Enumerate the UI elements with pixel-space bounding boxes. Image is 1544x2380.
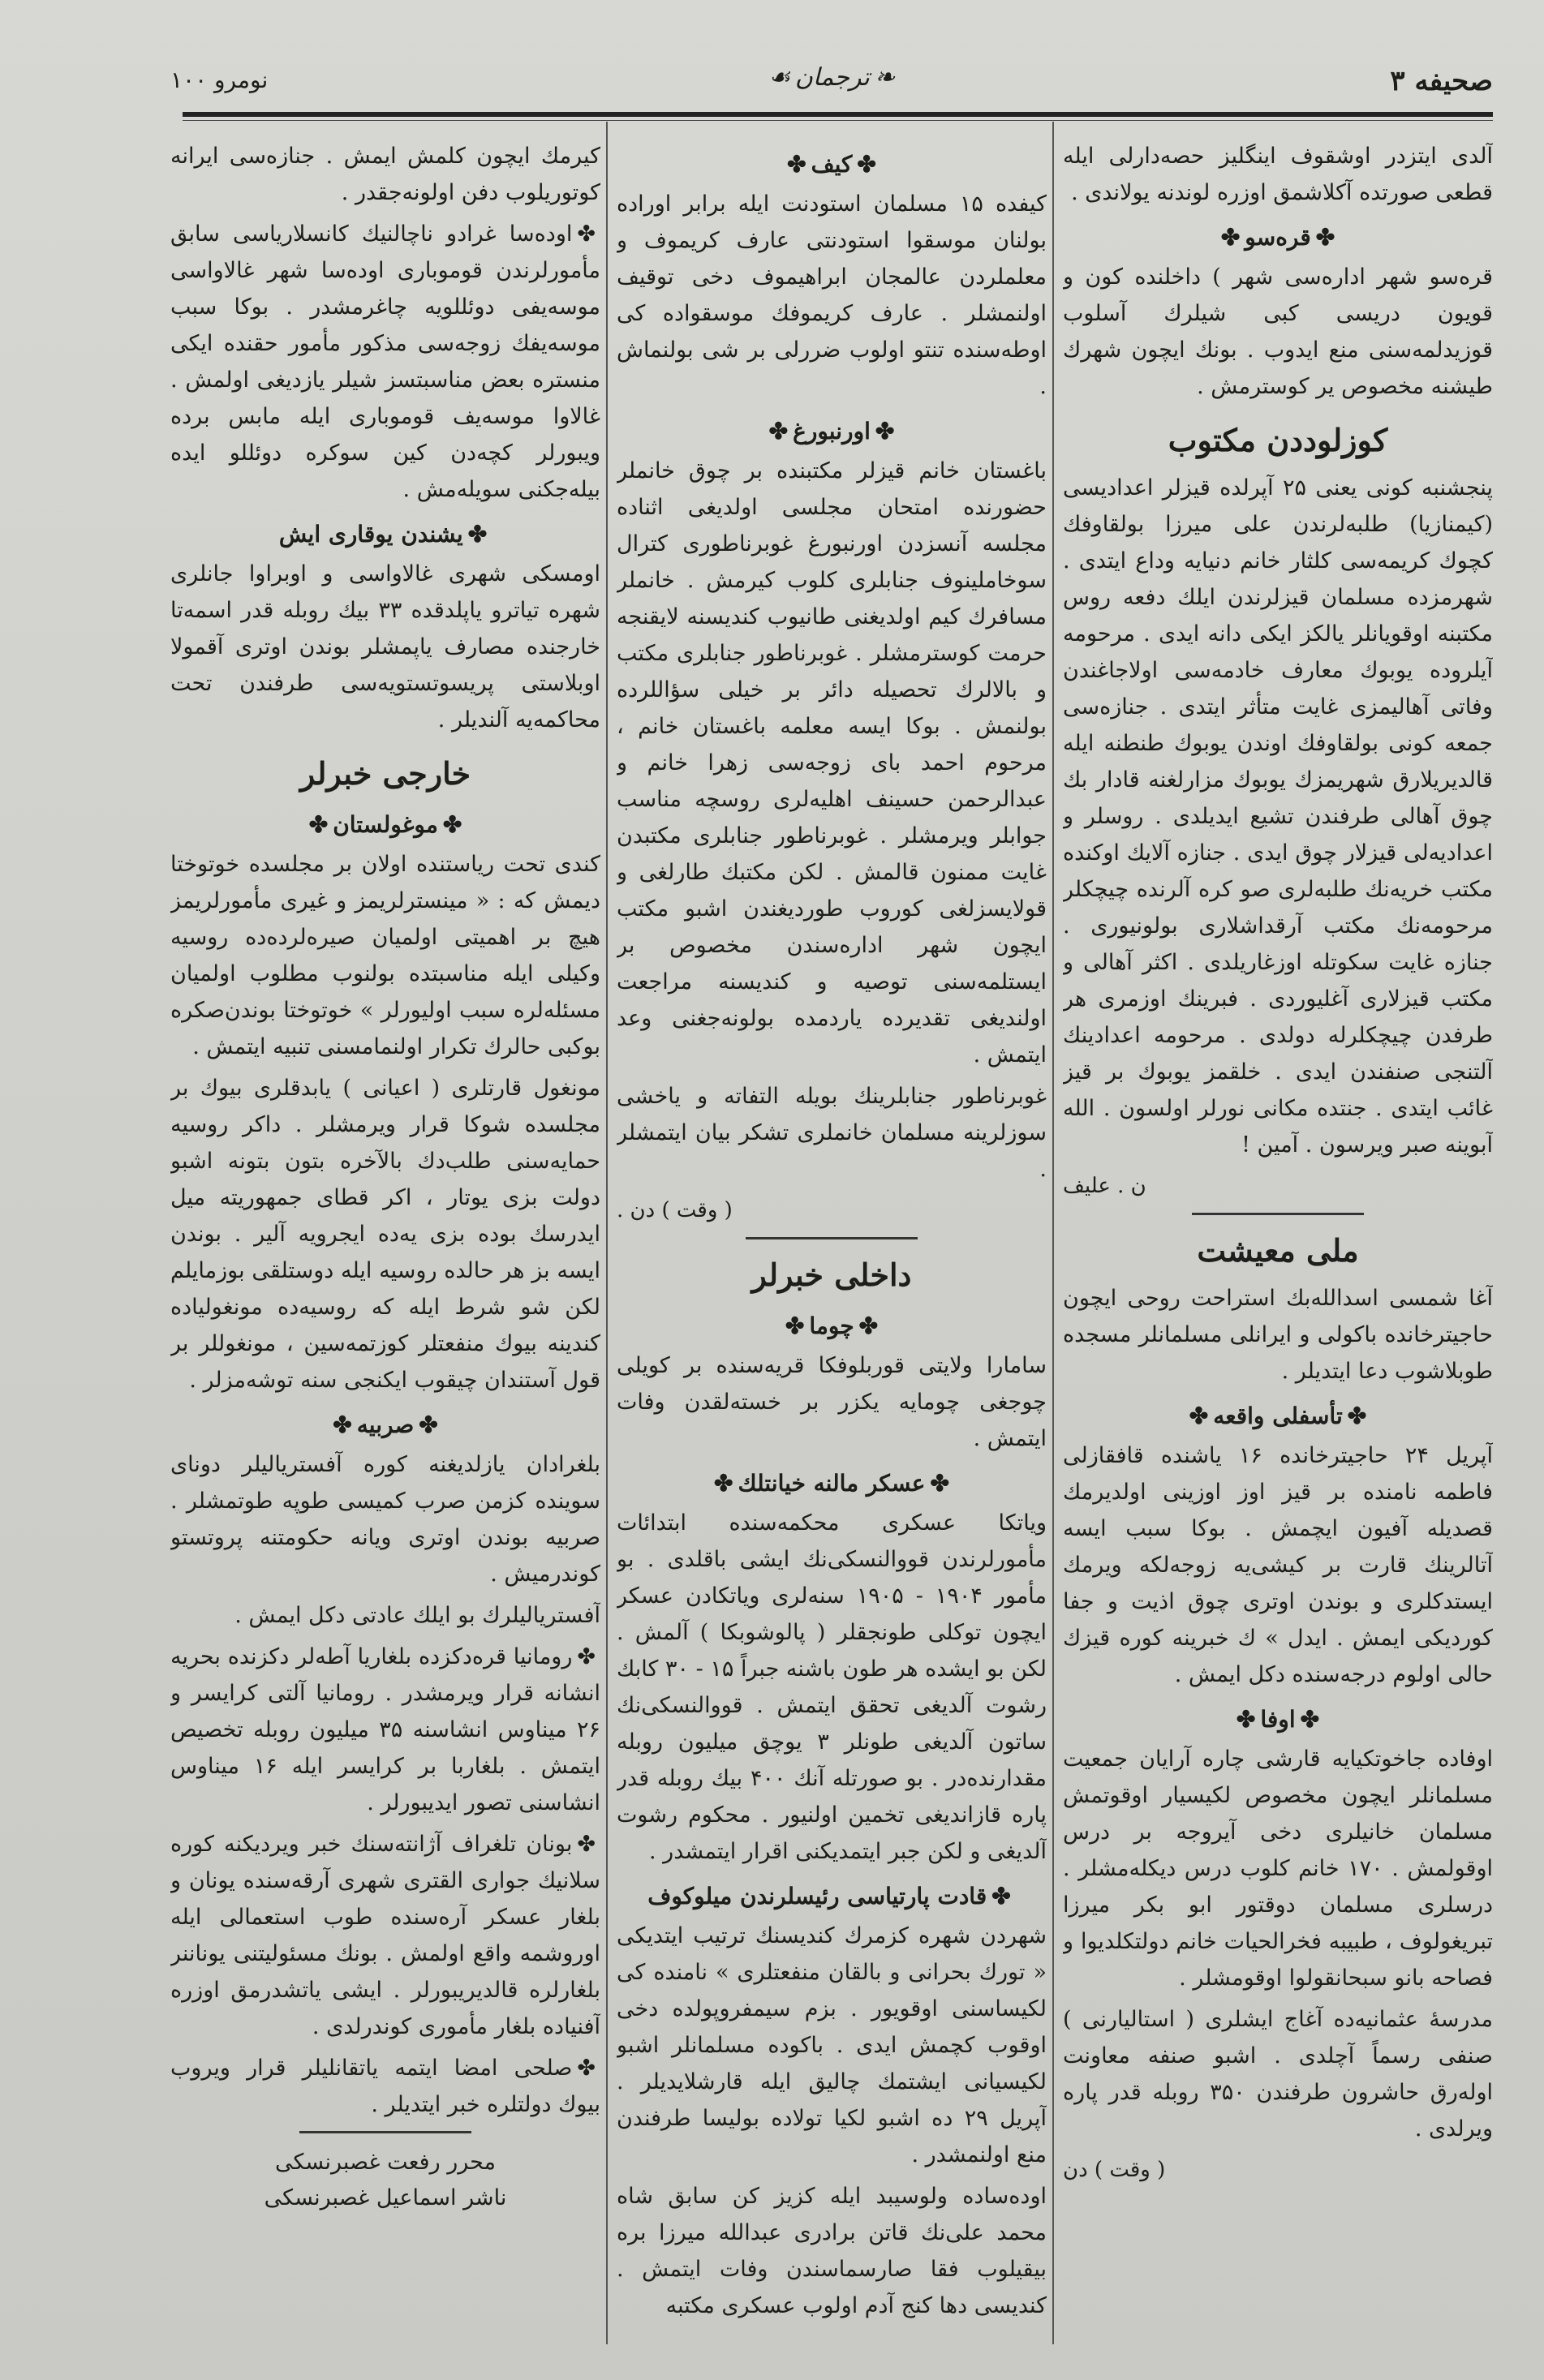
ornament-icon: ✤ [1347, 1403, 1367, 1429]
article-text [170, 1639, 600, 1821]
section-heading: داخلی خبرلر [751, 1257, 912, 1293]
ornament-icon: ✤ [875, 418, 895, 445]
subheading-text: یشندن یوقاری ایش [278, 521, 463, 548]
subheading-text: کیف [811, 151, 853, 178]
ornament-icon: ✤ [577, 221, 596, 247]
article-text: آپریل ۲۴ حاجیترخانده ۱۶ یاشنده قافقازلی فاطمه نامنده بر قیز اوز اوزینی اولدیرمك قصدیله آفیون ایچمش . بوکا سبب ایسه آتالرینك قارت بر کیشی‌یه زوجه‌لکه ویرمك ایستدکلری و بوندن اوتری چوق اذیت و جفا کوردیکی ایمش . ایدل » ك خبرینه کوره قیزك حالی اولوم درجه‌سنده دکل ایمش . [1063, 1443, 1493, 1687]
imprint [170, 2145, 600, 2216]
article-text: مدرسهٔ عثمانیه‌ده آغاج ایشلری ( استالیارنی ) صنفی رسماً آچلدی . اشبو صنفه معاونت اولەرق حاشرون طرفندن ۳۵۰ روبله قدر پاره ویرلدی . [1063, 2007, 1493, 2142]
article-text [170, 1826, 600, 2045]
article-text-body: رومانیا قرەدکزده بلغاریا آطه‌لر دکزنده بحریه انشانه قرار ویرمشدر . رومانیا آلتی کرایسر و ۲۶ میناوس انشاسنه ۳۵ میلیون روبله تخصیص ایتمش . بلغاربا بر کرایسر ایله ۱۶ میناوس انشاسنی تصور ایدیبورلر . [170, 1644, 600, 1815]
article-text: پنجشنبه کونی یعنی ۲۵ آپرلده قیزلر اعدادیسی (کیمنازیا) طلبه‌لرندن علی میرزا بولقاوفك کچوك کریمه‌سی کلثار خانم دنیایه وداع ایتدی . شهرمزده مسلمان قیزلرندن ایلك دفعه روس مکتبنه اوقویانلر یالکز ایکی دانه ایدی . مرحومه آیلرودە یوبوك معارف خادمه‌سی اولاجاغندن وفاتی آهالیمزی غایت متأثر ایتدی . جنازەسی جمعه کونی بولقاوفك اوندن یوبوك طنطنه ایله قالدیریلارق شهریمزك یوبوك مزارلغنه قادار بك چوق آهالی طرفندن تشیع ایدیلدی . روسلر و اعدادیه‌لی قیزلار چوق ایدی . جنازه آلایك اوکنده مکتب خریه‌نك طلبه‌لری صو کره آلرنده چیچکلر مرحومه‌نك مکتب آرقداشلاری بولونیوری . جنازه غایت سکوتله اوزغاریلدی . اکثر آهالی و مکتب قیزلاری آغلیوردی . فبرینك اوزمری هر طرفدن چیچکلرله دولدی . مرحومه اعدادینك آلتنجی صنفندن ایدی . خلقمز یوبوك بر قیز غائب ایتدی . جنتده مکانی نورلر اولسون . الله آبوینه صبر ویرسون . آمین ! [1063, 475, 1493, 1158]
article-heading: ملی معیشت [1197, 1232, 1359, 1269]
article-text-body: اوده‌سا غرادو ناچالنیك کانسلاریاسی سابق مأمورلرندن قوموباری اوده‌سا شهر غالاواسی موسه‌یفی دوئللویه چاغرمشدر . بوکا سبب موسه‌یفك زوجه‌سی مذکور مأمور حقنده ایکی منستره بعض مناسبتسز شیلر یازدیغی اولمش . غالاوا موسه‌یف قوموباری ایله مابس برده ویبورلر کچه‌دن کین سوکره دوئللو ایده بیله‌جکنی سویله‌مش . [170, 221, 600, 502]
subheading-text: عسکر مالنه خیانتلك [738, 1470, 926, 1497]
section-subheading [617, 1465, 1047, 1501]
article-text: مونغول قارتلری ( اعیانی ) یابدقلری بیوك بر مجلسده شوکا قرار ویرمشلر . داکر روسیه حمایه‌سنی طلب‌دك بالآخره بتون بتونه اشبو دولت بزی یوتار ، اکر قطای جمهوریته میل ایدرسك بوده بزی یه‌ده ایجرویه آلیر . بوندن ایسه بز هر حالده روسیه ایله دوستلقی بوزمایلم لکن شو شرط ایله که روسیه‌ده مونغولیاده کندینه بیوك منفعتلر کوزتمه‌سین ، مونغوللر بر قول آستندان چیقوب ایکنجی سنه توشه‌مزلر . [170, 1076, 600, 1393]
subheading-text: اورنبورغ [793, 418, 871, 445]
column-divider [606, 122, 608, 2344]
ornament-icon: ✤ [930, 1470, 949, 1497]
header-rule-thin [183, 120, 1493, 121]
page-number: صحیفه ۳ [1390, 65, 1493, 97]
ornament-icon: ✤ [577, 2056, 596, 2081]
ornament-icon: ✤ [1315, 224, 1335, 251]
subheading-text: قرەسو [1245, 224, 1311, 251]
ornament-icon: ✤ [577, 1832, 596, 1857]
masthead-title-text: ترجمان [794, 63, 870, 92]
subheading-text: موغولستان [333, 811, 438, 838]
masthead-title [170, 63, 1493, 92]
article-text-body: بونان تلغراف آژانته‌سنك خبر ویردیکنه کوره سلانیك جواری القتری شهری آرقه‌سنده یونان و بلغار عسکر آره‌سنده طوب استعمالی ایله اوروشمه واقع اولمش . بونك مسئولیتنی یوناننر بلغارلره قالدیریبورلر . ایشی یاتشدرمق اوزره آفنیاده بلغار مأموری کوندرلدی . [170, 1832, 600, 2039]
article-text: قرەسو شهر ادارەسی شهر ) داخلنده کون و قویون دریسی کبی شیلرك آسلوب قوزیدلمه‌سنی منع ایدوب . بونك ایچون شهرك طیشنه مخصوص یر کوسترمش . [1063, 264, 1493, 399]
article-text: کیرمك ایچون کلمش ایمش . جنازه‌سی ایرانه کوتوریلوب دفن اولونه‌جقدر . [170, 144, 600, 205]
article-text [170, 216, 600, 508]
article-text: کیفده ۱۵ مسلمان استودنت ایله برابر اورادە بولنان موسقوا استودنتی عارف کریموف و معلملردن عالمجان ابراهیموف دخی توقیف اولنمشلر . عارف کریموفك موسقوادە کی اوطه‌سنده تنتو اولوب ضررلی بر شی بولنماش . [617, 191, 1047, 399]
ornament-icon: ✤ [1300, 1706, 1320, 1733]
header-rule [183, 112, 1493, 117]
subheading-text: تأسفلی واقعه [1213, 1403, 1343, 1429]
article-text [170, 2050, 600, 2123]
article-text-body: صلحی امضا ایتمه یاتقانلیلر قرار ویروب بیوك دولتلره خبر ایتدیلر . [170, 2056, 600, 2117]
article-text: آغا شمسی اسدالله‌بك استراحت روحی ایچون حاجیترخانده باکولی و ایرانلی مسلمانلر مسجده طوبلاشوب دعا ایتدیلر . [1063, 1286, 1493, 1384]
article-text: آفستریالیلرك بو ایلك عادتی دکل ایمش . [234, 1603, 600, 1628]
section-subheading [1063, 219, 1493, 256]
ornament-icon: ☙ [768, 63, 790, 92]
ornament-icon: ✤ [857, 151, 876, 178]
signature: ن . علیف [1063, 1174, 1146, 1198]
section-subheading [617, 1308, 1047, 1344]
section-subheading [170, 806, 600, 843]
ornament-icon: ✤ [333, 1411, 352, 1438]
subheading-text: صربیه [356, 1411, 415, 1438]
subheading-text: چوما [809, 1312, 854, 1339]
ornament-icon: ✤ [419, 1411, 438, 1438]
article-text: کندی تحت ریاستنده اولان بر مجلسده خوتوختا دیمش که : « مینسترلریمز و غیری مأمورلریمز هیچ بر اهمیتی اولمیان صیرەلرده‌ده روسیه وکیلی ایله مناسبتده بولنوب مطلوب اولمیان مسئله‌لره سبب اولیورلر » خوتوختا بوندن‌صکره بوکبی حالرك تکرار اولنمامسنی تنبیه ایتمش . [170, 852, 600, 1059]
column-divider [1052, 122, 1054, 2344]
separator [299, 2131, 471, 2133]
ornament-icon: ❧ [874, 63, 895, 92]
article-text: سامارا ولایتی قوربلوفکا قریه‌سنده بر کویلی چوجغی چومایه یکزر بر خسته‌لقدن وفات ایتمش . [617, 1353, 1047, 1451]
column-middle [617, 138, 1047, 2344]
article-text: اوده‌ساده ولوسیبد ایله کزیز کن سابق شاه محمد علی‌نك قاتن برادری عبدالله میرزا بره بیقیلوب فقا صارسماسندن وفات ایتمش . کندیسی دها کنج آدم اولوب عسکری مکتبه [617, 2184, 1047, 2318]
subheading-text: قادت پارتیاسی رئیسلرندن میلوکوف [647, 1883, 987, 1910]
ornament-icon: ✤ [1220, 224, 1241, 251]
separator [1192, 1213, 1364, 1215]
ornament-icon: ✤ [577, 1644, 596, 1669]
section-subheading [617, 413, 1047, 449]
article-text: اومسکی شهری غالاواسی و اوبراوا جانلری شهره تیاترو یاپلدقده ۳۳ بیك روبله قدر اسمه‌تا خارجنده مصارف یاپمشلر بوندن اوتری آقمولا اوبلاستی پریسوتستویه‌سی طرفندن تحت محاکمه‌یه آلندیلر . [170, 561, 600, 732]
column-left [170, 138, 600, 2344]
section-subheading [1063, 1398, 1493, 1434]
issue-number: نومرو ۱۰۰ [170, 67, 269, 93]
source-credit: ( وقت ) دن . [617, 1198, 733, 1222]
article-text: بلغرادان یازلدیغنه کوره آفستریالیلر دونای سوینده کزمن صرب کمیسی طوپه طوتمشلر . صربیه بوندن اوتری ویانه حکومتنه پروتستو کوندرمیش . [170, 1452, 600, 1587]
source-credit: ( وقت ) دن [1063, 2158, 1166, 2182]
subheading-text: اوفا [1260, 1706, 1296, 1733]
ornament-icon: ✤ [1189, 1403, 1209, 1429]
article-text: اوفاده جاخوتکیایه قارشی چاره آرایان جمعیت مسلمانلر ایچون مخصوص لکیسیار اوقوتمش مسلمان خانیلری دخی آیروجه بر درس اوقولمش . ۱۷۰ خانم کلوب درس دیکله‌مشلر . درسلری مسلمان دوقتور ابو بکر میرزا تبریغولوف ، طبیبه فخرالحیات خانم دولتکلدیوا و فصاحه بانو سبحانقولوا اوقومشلر . [1063, 1746, 1493, 1991]
ornament-icon: ✤ [1236, 1706, 1256, 1733]
section-heading: خارجی خبرلر [299, 755, 471, 792]
editor-line: محرر رفعت غصبرنسکی [274, 2150, 497, 2175]
ornament-icon: ✤ [308, 811, 329, 838]
ornament-icon: ✤ [787, 151, 806, 178]
section-subheading [170, 1407, 600, 1443]
ornament-icon: ✤ [858, 1312, 879, 1339]
article-text: باغستان خانم قیزلر مکتبنده بر چوق خانملر حضورنده امتحان مجلسی اولدیغی اثناده مجلسه آنسزدن اورنبورغ غوبرناطوری کترال سوخاملینوف جنابلری کلوب کیرمش . خانملر مسافرك کیم اولدیغنی طانیوب کندیسنه لایقنجه حرمت کوسترمشلر . غوبرناطور جنابلری مکتب و بالالرك تحصیله دائر بر خیلی سؤاللرده بولنمش . بوکا ایسه معلمه باغستان خانم ، مرحوم احمد بای زوجه‌سی زهرا خانم و عبدالرحمن حسینف اهلیه‌لری روسچه مناسب جوابلر ویرمشلر . غوبرناطور جنابلری مکتبدن غایت ممنون قالمش . لکن مکتبك طارلغی و قولایسزلغی کوروب طوردیغندن اشبو مکتب ایچون شهر ادارەسندن مخصوص بر ایستلمه‌سنی توصیه و کندیسنه مراجعت اولندیغی تقدیرده یاردمده بولونه‌جغنی وعد ایتمش . [617, 458, 1047, 1068]
section-subheading [170, 516, 600, 552]
ornament-icon: ✤ [714, 1470, 733, 1497]
article-text: شهردن شهره کزمرك کندیسنك ترتیب ایتدیکی « تورك بحرانی و بالقان منفعتلری » نامنده کی لکیساسنی اوقویور . بزم سیمفروپولده دخی اوقوب کچمش ایدی . باکوده مسلمانلر اشبو لکیسیانی ایشتمك چالیق ایله قارشلایدیلر . آپریل ۲۹ ده اشبو لکیا تولاده بولیسا طرفندن منع اولنمشدر . [617, 1923, 1047, 2167]
section-subheading [617, 146, 1047, 183]
ornament-icon: ✤ [785, 1312, 805, 1339]
separator [746, 1237, 918, 1239]
section-subheading [1063, 1701, 1493, 1738]
ornament-icon: ✤ [442, 811, 462, 838]
section-subheading [617, 1878, 1047, 1914]
column-right [1063, 138, 1493, 2344]
article-text: ویاتکا عسکری محکمه‌سنده ابتدائات مأمورلرندن قووالنسکی‌نك ایشی باقلدی . بو مأمور ۱۹۰۴ - ۱۹۰۵ سنه‌لری ویاتکادن عسکر ایچون توکلی طونجقلر ( پالوشوبکا ) آلمش . لکن بو ایشده هر طون باشنه جبراً ۱۵ - ۳۰ کابك رشوت آلدیغی تحقق ایتمش . قووالنسکی‌نك ساتون آلدیغی طونلر ۳ یوچق میلیون روبله مقدارنده‌در . بو صورتله آنك ۴۰۰ بیك روبله قدر پاره قازاندیغی تخمین اولنیور . محکوم رشوت آلدیغی و لکن جبر ایتمدیکنی اقرار ایتمشدر . [617, 1510, 1047, 1864]
ornament-icon: ✤ [991, 1883, 1011, 1910]
ornament-icon: ✤ [467, 521, 488, 548]
ornament-icon: ✤ [768, 418, 789, 445]
article-heading: کوزلوددن مکتوب [1168, 422, 1388, 458]
publisher-line: ناشر اسماعیل غصبرنسکی [264, 2185, 507, 2210]
article-text: آلدی ایتزدر اوشقوف اینگلیز حصه‌دارلی ایله قطعی صورتده آکلاشمق اوزره لوندنه یولا‌ندی . [1063, 144, 1493, 205]
article-text: غوبرناطور جنابلرینك بویله التفاته و یاخشی سوزلرینه مسلمان خانملری تشکر بیان ایتمشلر . [617, 1084, 1047, 1182]
page-header [170, 57, 1493, 130]
